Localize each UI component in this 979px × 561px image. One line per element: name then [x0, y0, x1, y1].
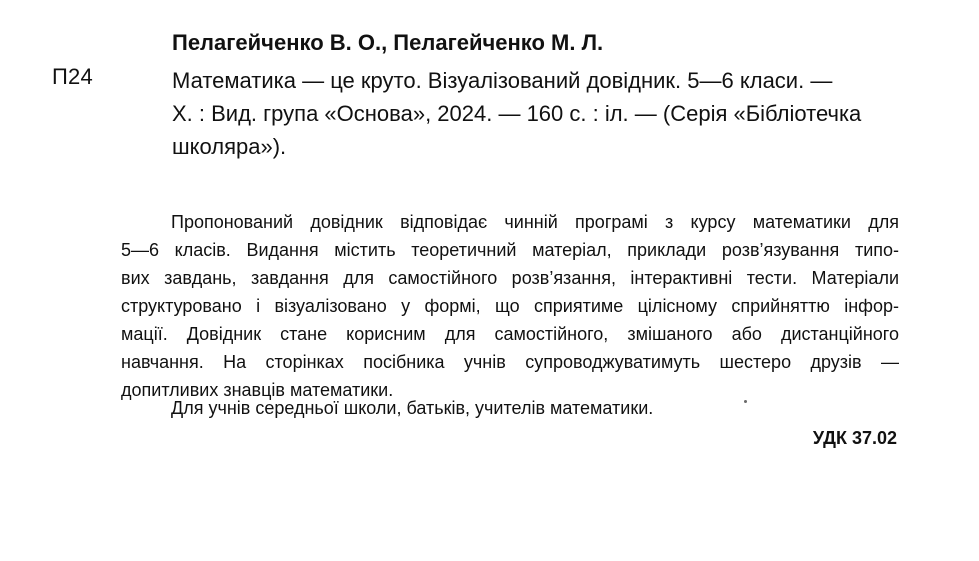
- annotation-line: Пропонований довідник відповідає чинній програмі з курсу математики для: [171, 212, 899, 232]
- annotation-line: структуровано і візуалізовано у формі, що сприятиме цілісному сприйняттю інфор-: [121, 296, 899, 316]
- udc-code: УДК 37.02: [812, 428, 897, 448]
- annotation-line: навчання. На сторінках посібника учнів супроводжуватимуть шестеро друзів —: [121, 352, 899, 372]
- bibliographic-line: Х. : Вид. група «Основа», 2024. — 160 с. : іл. — (Серія «Бібліотечка: [172, 101, 862, 126]
- print-speck: [744, 400, 747, 403]
- bibliographic-description: [172, 64, 861, 163]
- authors-heading: Пелагейченко В. О., Пелагейченко М. Л.: [172, 30, 604, 55]
- classification-code: П24: [52, 64, 93, 89]
- bibliographic-line: Математика — це круто. Візуалізований довідник. 5—6 класи. —: [172, 68, 833, 93]
- annotation-line: 5—6 класів. Видання містить теоретичний матеріал, приклади розв’язування типо-: [121, 240, 899, 260]
- annotation-line: вих завдань, завдання для самостійного розв’язання, інтерактивні тести. Матеріали: [121, 268, 899, 288]
- annotation-line: допитливих знавців математики.: [121, 380, 394, 400]
- target-audience: Для учнів середньої школи, батьків, учителів математики.: [171, 398, 654, 418]
- annotation-line: мації. Довідник стане корисним для самостійного, змішаного або дистанційного: [121, 324, 899, 344]
- bibliographic-line: школяра»).: [172, 134, 287, 159]
- annotation-paragraph: [121, 208, 899, 404]
